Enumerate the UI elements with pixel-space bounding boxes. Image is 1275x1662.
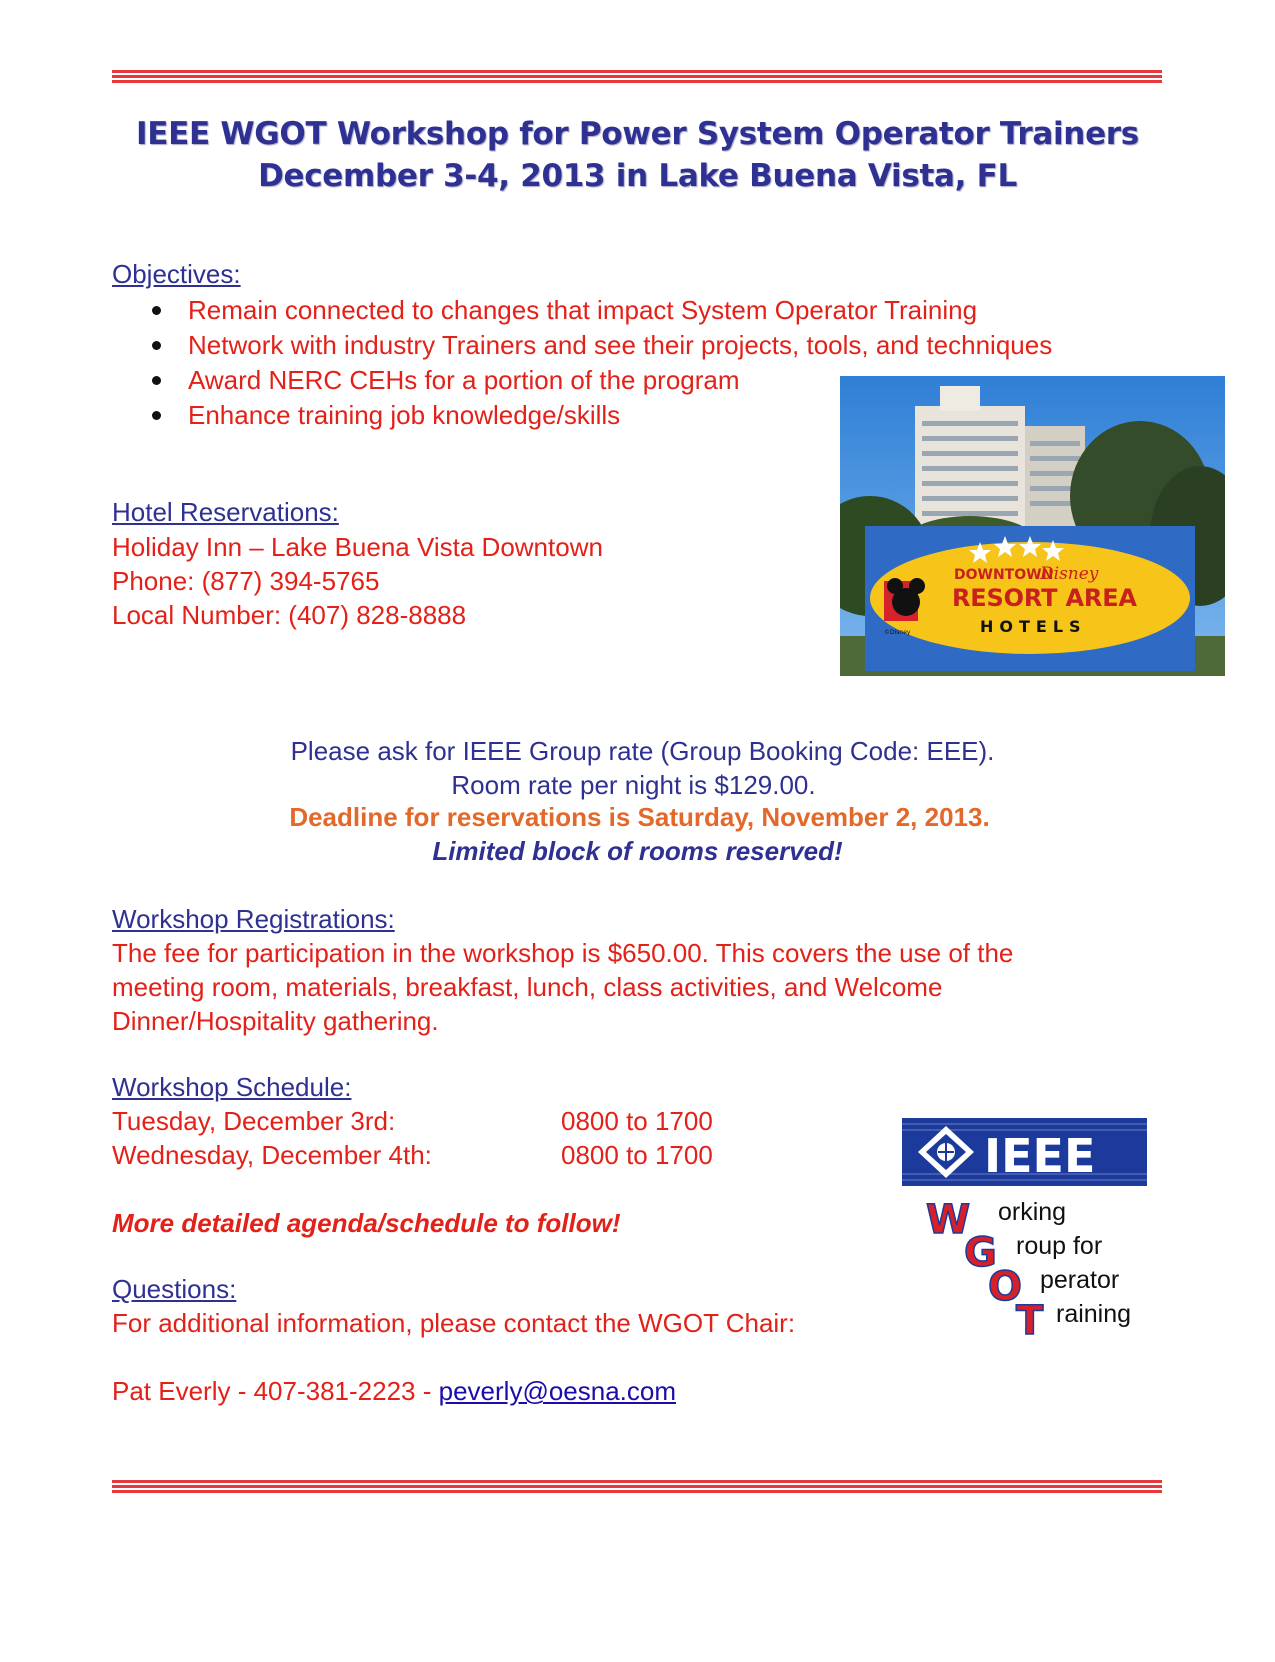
hotel-name: Holiday Inn – Lake Buena Vista Downtown [112, 532, 603, 562]
logo-letter-g: G [964, 1230, 997, 1276]
logo-word-orking: orking [998, 1198, 1067, 1226]
sign-downtown: DOWNTOWN [954, 567, 1054, 583]
schedule-heading: Workshop Schedule: [112, 1072, 352, 1102]
logo-word-perator: perator [1040, 1266, 1120, 1294]
contact-name-phone: Pat Everly - 407-381-2223 - [112, 1376, 439, 1406]
questions-heading: Questions: [112, 1274, 237, 1304]
sign-resort-area: RESORT AREA [952, 584, 1137, 612]
top-divider [112, 70, 1162, 82]
registration-line1: The fee for participation in the workshop is $650.00. This covers the use of the [112, 938, 1014, 968]
sign-hotels: HOTELS [980, 617, 1087, 636]
hotel-local-number: Local Number: (407) 828-8888 [112, 600, 467, 630]
page-title-line1: IEEE WGOT Workshop for Power System Operator Trainers [136, 116, 1139, 152]
group-rate-text: Please ask for IEEE Group rate (Group Booking Code: EEE). [290, 736, 995, 766]
list-item: Award NERC CEHs for a portion of the program [148, 363, 1052, 398]
bullet-icon [152, 341, 161, 350]
contact-line [112, 1374, 676, 1408]
list-item: Network with industry Trainers and see their projects, tools, and techniques [148, 328, 1052, 363]
registration-heading: Workshop Registrations: [112, 904, 395, 934]
schedule-note: More detailed agenda/schedule to follow! [112, 1208, 621, 1238]
hotel-photo [840, 376, 1225, 676]
email-link[interactable]: peverly@oesna.com [438, 1376, 677, 1406]
bullet-icon [152, 306, 161, 315]
room-rate-text: Room rate per night is $129.00. [451, 770, 816, 800]
bullet-icon [152, 376, 161, 385]
logo-letter-t: T [1016, 1298, 1044, 1344]
registration-line2: meeting room, materials, breakfast, lunch, class activities, and Welcome [112, 972, 943, 1002]
schedule-time-2: 0800 to 1700 [561, 1140, 713, 1170]
schedule-time-1: 0800 to 1700 [561, 1106, 713, 1136]
logo-letter-o: O [988, 1264, 1023, 1310]
logo-word-roup-for: roup for [1016, 1232, 1103, 1260]
list-item: Enhance training job knowledge/skills [148, 398, 1052, 433]
sign-copyright: ©Disney [884, 629, 911, 636]
deadline-text: Deadline for reservations is Saturday, November 2, 2013. [289, 802, 990, 832]
questions-text: For additional information, please contact the WGOT Chair: [112, 1308, 796, 1338]
bottom-divider [112, 1480, 1162, 1492]
schedule-day-2: Wednesday, December 4th: [112, 1140, 432, 1170]
bullet-icon [152, 411, 161, 420]
ieee-wgot-logo [902, 1118, 1152, 1358]
registration-line3: Dinner/Hospitality gathering. [112, 1006, 439, 1036]
logo-word-raining: raining [1056, 1300, 1132, 1328]
page-title-line2: December 3-4, 2013 in Lake Buena Vista, FL [258, 158, 1017, 194]
limited-rooms-text: Limited block of rooms reserved! [432, 836, 843, 866]
schedule-day-1: Tuesday, December 3rd: [112, 1106, 396, 1136]
sign-brand: Disney [1040, 564, 1099, 584]
ieee-wordmark: IEEE [984, 1129, 1096, 1183]
logo-letter-w: W [926, 1197, 971, 1243]
hotel-heading: Hotel Reservations: [112, 497, 339, 527]
hotel-phone: Phone: (877) 394-5765 [112, 566, 380, 596]
list-item: Remain connected to changes that impact System Operator Training [148, 293, 1052, 328]
objectives-heading: Objectives: [112, 259, 241, 289]
